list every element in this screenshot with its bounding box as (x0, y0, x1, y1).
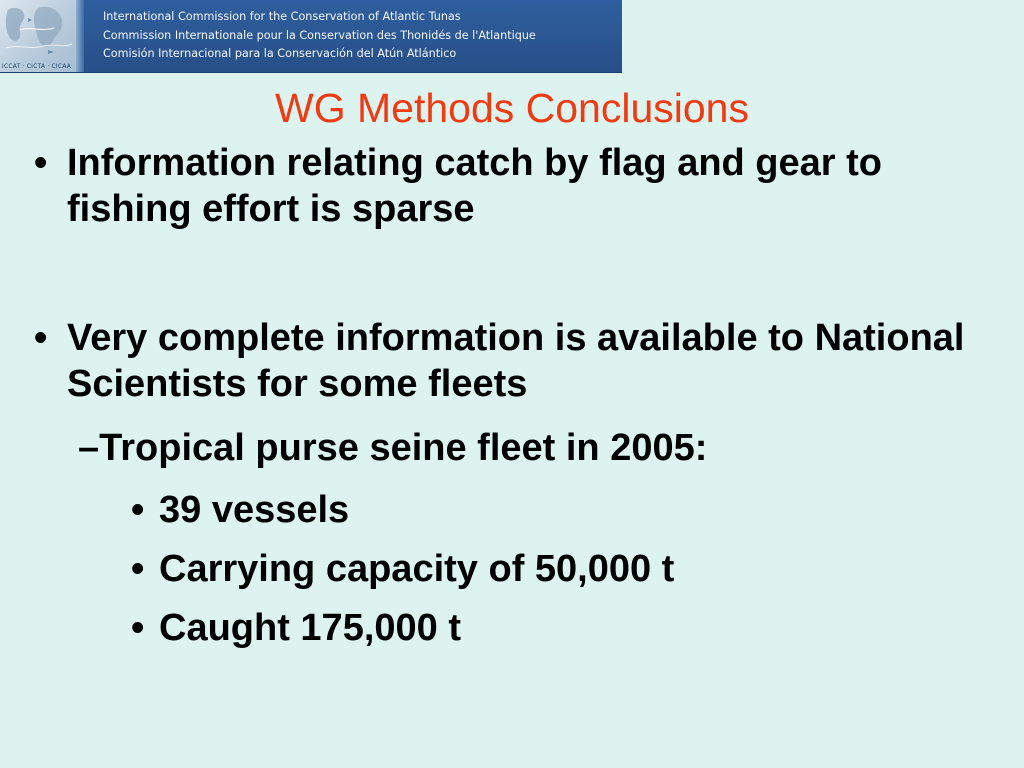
bullet-item (34, 140, 1014, 232)
bullet-text: Very complete information is available to National Scientists for some fleets (67, 317, 965, 405)
sub-sub-bullet-item (131, 605, 991, 651)
bullet-marker: • (34, 142, 48, 184)
banner-line-french: Commission Internationale pour la Conservation des Thonidés de l'Atlantique (103, 28, 536, 42)
banner-line-english: International Commission for the Conservation of Atlantic Tunas (103, 10, 461, 23)
sub-sub-bullet-text: Caught 175,000 t (159, 607, 461, 649)
sub-bullet-text: Tropical purse seine fleet in 2005: (99, 427, 708, 469)
slide-title: WG Methods Conclusions (275, 85, 749, 131)
dash-marker: – (78, 427, 100, 469)
sub-sub-bullet-text: Carrying capacity of 50,000 t (159, 548, 675, 590)
bullet-marker: • (131, 607, 145, 649)
bullet-text: Information relating catch by flag and gear to fishing effort is sparse (67, 142, 882, 230)
bullet-marker: • (34, 317, 48, 359)
logo-caption: ICCAT · CICTA · CICAA (2, 63, 72, 70)
sub-sub-bullet-text: 39 vessels (159, 489, 350, 531)
banner-line-spanish: Comisión Internacional para la Conservación del Atún Atlántico (103, 47, 457, 60)
bullet-marker: • (131, 548, 145, 590)
bullet-item (34, 315, 1014, 407)
sub-bullet-item (78, 425, 998, 471)
sub-sub-bullet-item (131, 487, 991, 533)
bullet-marker: • (131, 489, 145, 531)
sub-sub-bullet-item (131, 546, 991, 592)
